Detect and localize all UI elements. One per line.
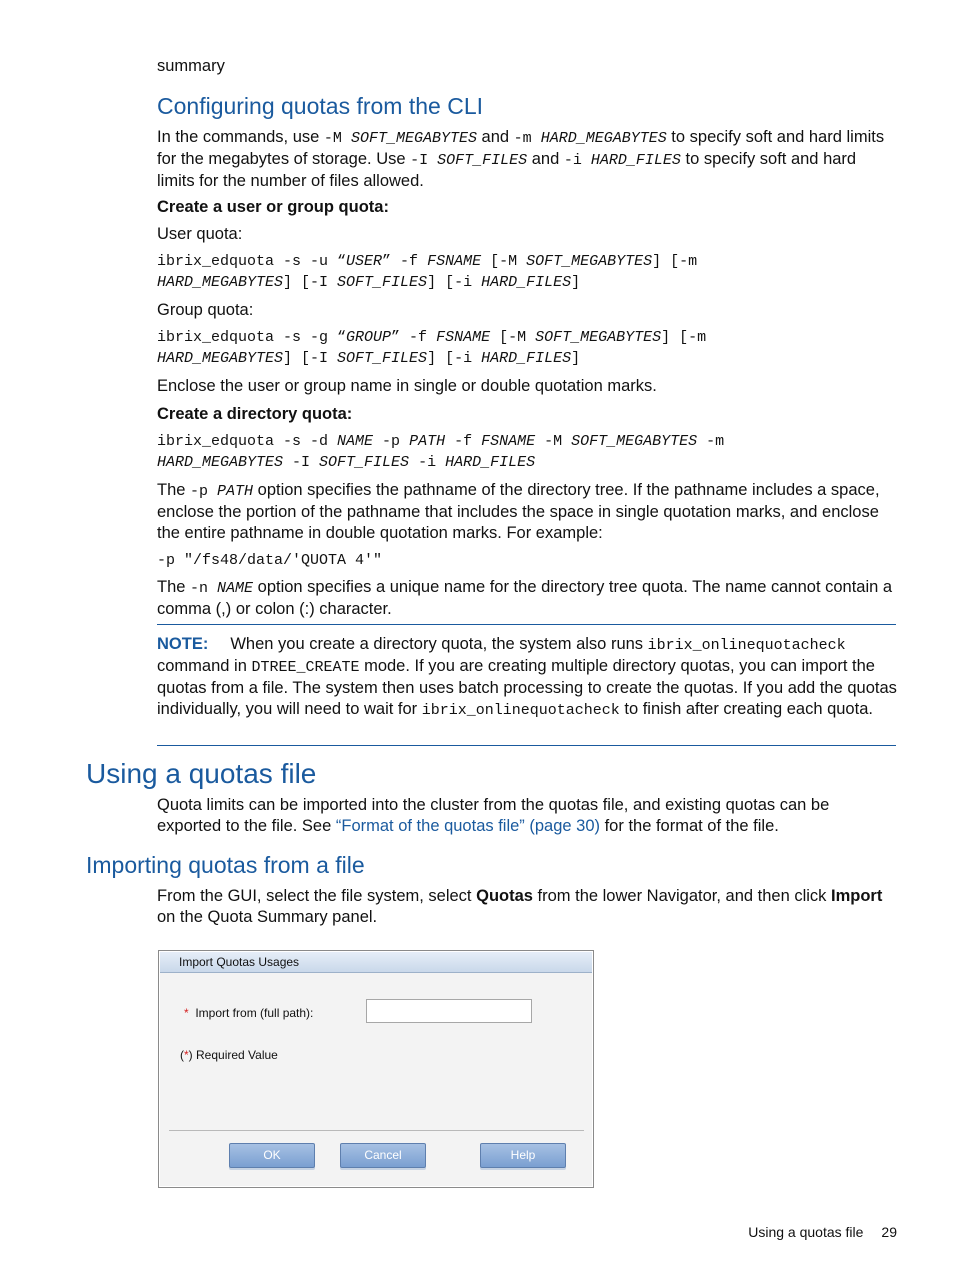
path-option-paragraph: The -p PATH option specifies the pathname of the directory tree. If the pathname includes a space, enclose the portion of the pathname that includes the space in single quotation marks, and enclose the entire pathname in double quotation marks. For example:	[157, 481, 880, 542]
ok-button[interactable]: OK	[229, 1143, 315, 1168]
dialog-title: Import Quotas Usages	[179, 955, 300, 969]
dialog-title-bar	[160, 952, 592, 973]
note-block: NOTE: When you create a directory quota, the system also runs ibrix_onlinequotacheck command in DTREE_CREATE mode. If you are creating multiple directory quotas, you can import the quotas from a file. The system then uses batch processing to create the quotas. If you add the quotas individually, you will need to wait for ibrix_onlinequotacheck to finish after creating each quota.	[157, 635, 897, 719]
heading-configuring-quotas-cli: Configuring quotas from the CLI	[157, 93, 484, 119]
name-option-paragraph: The -n NAME option specifies a unique name for the directory tree quota. The name cannot contain a comma (,) or colon (:) character.	[157, 578, 893, 618]
import-quotas-dialog	[158, 950, 594, 1188]
import-path-label: Import from (full path):	[195, 1006, 314, 1020]
user-quota-label: User quota:	[157, 225, 243, 243]
enclose-names-text: Enclose the user or group name in single or double quotation marks.	[157, 377, 657, 395]
cli-intro-paragraph: In the commands, use -M SOFT_MEGABYTES and -m HARD_MEGABYTES to specify soft and hard limits for the megabytes of storage. Use -I SOFT_FILES and -i HARD_FILES to specify soft and hard limits for the number of files allowed.	[157, 128, 885, 190]
required-note-star-icon: *	[184, 1048, 189, 1062]
cancel-button[interactable]: Cancel	[340, 1143, 426, 1168]
heading-importing-quotas: Importing quotas from a file	[86, 852, 365, 878]
import-path-input[interactable]	[366, 999, 532, 1023]
footer-section-title: Using a quotas file	[748, 1224, 864, 1240]
required-star-icon: *	[184, 1006, 189, 1020]
summary-text: summary	[157, 57, 225, 75]
page-number: 29	[881, 1224, 897, 1240]
create-directory-quota-label: Create a directory quota:	[157, 405, 353, 423]
note-top-rule	[157, 624, 896, 625]
page-footer	[748, 1222, 897, 1242]
note-label: NOTE:	[157, 635, 209, 653]
format-of-quotas-file-link[interactable]: “Format of the quotas file” (page 30)	[335, 817, 601, 835]
quotas-file-intro: Quota limits can be imported into the cluster from the quotas file, and existing quotas can be exported to the file. See “Format of the quotas file” (page 30) for the format of the file.	[157, 796, 830, 835]
heading-using-quotas-file: Using a quotas file	[86, 758, 317, 789]
dialog-separator	[169, 1130, 584, 1131]
directory-quota-command: ibrix_edquota -s -d NAME -p PATH -f FSNAME -M SOFT_MEGABYTES -m HARD_MEGABYTES -I SOFT_FILES -i HARD_FILES	[157, 433, 725, 471]
note-bottom-rule	[157, 745, 896, 746]
dialog-body	[160, 973, 592, 1186]
import-path-label-row	[184, 1005, 313, 1021]
required-value-note: (*) Required Value	[180, 1048, 278, 1062]
help-button[interactable]: Help	[480, 1143, 566, 1168]
create-user-group-label: Create a user or group quota:	[157, 198, 389, 216]
path-example-command: -p "/fs48/data/'QUOTA 4'"	[157, 552, 383, 569]
user-quota-command: ibrix_edquota -s -u “USER” -f FSNAME [-M SOFT_MEGABYTES] [-m HARD_MEGABYTES] [-I SOFT_FILES] [-i HARD_FILES]	[157, 253, 698, 291]
import-instructions: From the GUI, select the file system, select Quotas from the lower Navigator, and then click Import on the Quota Summary panel.	[157, 887, 883, 926]
group-quota-label: Group quota:	[157, 301, 254, 319]
group-quota-command: ibrix_edquota -s -g “GROUP” -f FSNAME [-M SOFT_MEGABYTES] [-m HARD_MEGABYTES] [-I SOFT_FILES] [-i HARD_FILES]	[157, 329, 707, 367]
